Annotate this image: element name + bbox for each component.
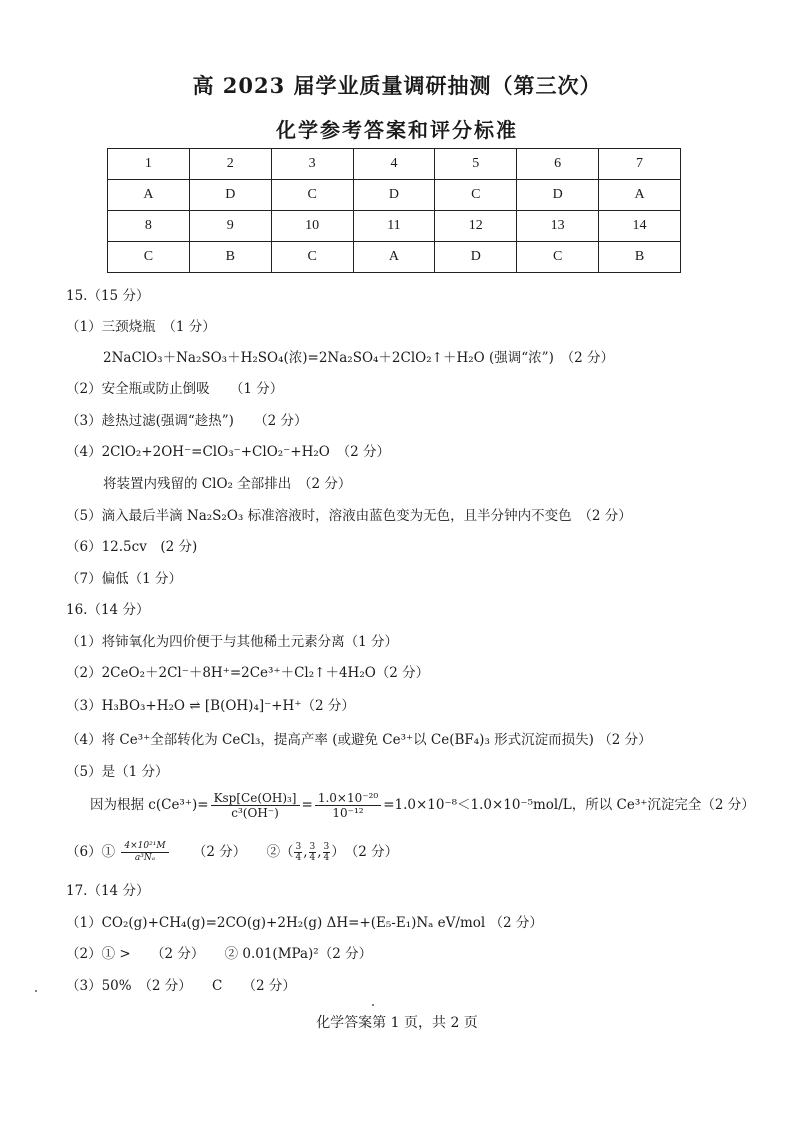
q16-5-conclusion: =1.0×10⁻⁸＜1.0×10⁻⁵mol/L，所以 Ce³⁺沉淀完全（2 分） (383, 797, 755, 813)
q15-answer-4b: 将装置内残留的 ClO₂ 全部排出 （2 分） (103, 476, 352, 492)
ksp-fraction-numerator: Ksp[Ce(OH)₃] (211, 791, 300, 806)
answer-letter-cell: D (353, 180, 435, 211)
answer-table-row (108, 211, 681, 242)
question-number-cell: 4 (353, 149, 435, 180)
answer-letter-cell: D (517, 180, 599, 211)
question-number-cell: 13 (517, 211, 599, 242)
question-number-cell: 1 (108, 149, 190, 180)
coord-2-numerator: 3 (309, 842, 316, 852)
density-fraction (121, 841, 168, 864)
q16-6-prefix: （6）① (66, 844, 116, 860)
answer-letter-cell: C (517, 242, 599, 273)
q16-heading: 16.（14 分） (66, 602, 150, 618)
question-number-cell: 12 (435, 211, 517, 242)
scan-speck (35, 990, 37, 992)
coord-3-denominator: 4 (323, 853, 330, 863)
q15-answer-4: （4）2ClO₂+2OH⁻=ClO₃⁻+ClO₂⁻+H₂O （2 分） (66, 444, 390, 460)
question-number-cell: 2 (189, 149, 271, 180)
question-number-cell: 8 (108, 211, 190, 242)
q17-heading: 17.（14 分） (66, 883, 150, 899)
ksp-fraction (211, 791, 300, 820)
question-number-cell: 10 (271, 211, 353, 242)
answer-letter-cell: C (435, 180, 517, 211)
q15-answer-2: （2）安全瓶或防止倒吸 （1 分） (66, 381, 284, 397)
question-number-cell: 7 (599, 149, 681, 180)
density-denominator: a³Nₐ (134, 853, 156, 863)
answer-table-row (108, 180, 681, 211)
coord-fraction-2 (309, 842, 317, 863)
q16-answer-5: （5）是（1 分） (66, 764, 169, 780)
coord-2-denominator: 4 (309, 853, 316, 863)
answer-letter-cell: C (271, 180, 353, 211)
q16-answer-5-explanation: 因为根据 c(Ce³⁺)= $\frac{\text{Ksp[Ce(OH)₃]}}{\text{c³(OH⁻)}}$ = $\frac{\text{1.0×10⁻²⁰}}{\text{10⁻¹²}}$ =1.0×10⁻⁸＜1.0×10⁻⁵mol/L，所以 Ce³⁺沉淀完全（2 分） (90, 791, 755, 820)
answer-table-row (108, 149, 681, 180)
value-fraction-denominator: 10⁻¹² (332, 806, 364, 820)
q16-answer-4: （4）将 Ce³⁺全部转化为 CeCl₃，提高产率 (或避免 Ce³⁺以 Ce(BF₄)₃ 形式沉淀而损失) （2 分） (66, 732, 652, 748)
q17-answer-1: （1）CO₂(g)+CH₄(g)=2CO(g)+2H₂(g) ΔH=+(E₅-E₁)Nₐ eV/mol （2 分） (66, 915, 543, 931)
answer-letter-cell: C (108, 242, 190, 273)
coord-fraction-1 (294, 842, 302, 863)
q15-heading: 15.（15 分） (66, 288, 150, 304)
coord-fraction-3 (323, 842, 331, 863)
q16-6-middle: （2 分） ②（ (192, 844, 294, 860)
q15-answer-5: （5）滴入最后半滴 Na₂S₂O₃ 标准溶液时，溶液由蓝色变为无色，且半分钟内不变色 （2 分） (66, 508, 632, 524)
q16-6-suffix: ） （2 分） (331, 844, 399, 860)
q15-answer-1-equation: 2NaClO₃＋Na₂SO₃＋H₂SO₄(浓)=2Na₂SO₄＋2ClO₂↑＋H₂O (强调“浓”) （2 分） (103, 350, 614, 366)
q16-answer-6: （6）① $\frac{\text{4×10²¹M}}{\text{a³Nₐ}}$ （2 分） ②（ $\frac{3}{4}$ , $\frac{3}{4}$ , $\frac{3}{4}$ ） （2 分） (66, 841, 399, 863)
question-number-cell: 5 (435, 149, 517, 180)
answer-letter-cell: B (599, 242, 681, 273)
multiple-choice-answer-table (107, 148, 681, 273)
page-footer: 化学答案第 1 页，共 2 页 (316, 1015, 478, 1031)
ksp-fraction-denominator: c³(OH⁻) (231, 806, 279, 820)
q16-answer-1: （1）将铈氧化为四价便于与其他稀土元素分离（1 分） (66, 634, 398, 650)
question-number-cell: 3 (271, 149, 353, 180)
q16-answer-3: （3）H₃BO₃+H₂O ⇌ [B(OH)₄]⁻+H⁺（2 分） (66, 698, 355, 714)
q17-answer-3: （3）50% （2 分） C （2 分） (66, 978, 296, 994)
answer-letter-cell: D (435, 242, 517, 273)
q15-answer-1: （1）三颈烧瓶 （1 分） (66, 319, 216, 335)
answer-letter-cell: D (189, 180, 271, 211)
density-numerator: 4×10²¹M (121, 841, 168, 853)
value-fraction-numerator: 1.0×10⁻²⁰ (315, 791, 381, 806)
question-number-cell: 14 (599, 211, 681, 242)
q16-5-prefix: 因为根据 c(Ce³⁺)= (90, 797, 209, 813)
document-title: 高 2023 届学业质量调研抽测（第三次） (192, 73, 602, 98)
question-number-cell: 6 (517, 149, 599, 180)
value-fraction (315, 791, 381, 820)
q15-answer-7: （7）偏低（1 分） (66, 571, 182, 587)
coord-1-numerator: 3 (295, 842, 302, 852)
coord-1-denominator: 4 (295, 853, 302, 863)
question-number-cell: 9 (189, 211, 271, 242)
answer-letter-cell: C (271, 242, 353, 273)
answer-table-row (108, 242, 681, 273)
q15-answer-6: （6）12.5cv (2 分) (66, 539, 198, 555)
q15-answer-3: （3）趁热过滤(强调“趁热”) （2 分） (66, 413, 308, 429)
scan-speck (372, 1004, 374, 1006)
answer-letter-cell: B (189, 242, 271, 273)
answer-letter-cell: A (108, 180, 190, 211)
q16-answer-2: （2）2CeO₂＋2Cl⁻＋8H⁺=2Ce³⁺＋Cl₂↑＋4H₂O（2 分） (66, 665, 430, 681)
q17-answer-2: （2）① > （2 分） ② 0.01(MPa)²（2 分） (66, 946, 373, 962)
answer-letter-cell: A (353, 242, 435, 273)
question-number-cell: 11 (353, 211, 435, 242)
answer-letter-cell: A (599, 180, 681, 211)
coord-3-numerator: 3 (323, 842, 330, 852)
document-subtitle: 化学参考答案和评分标准 (276, 118, 518, 142)
